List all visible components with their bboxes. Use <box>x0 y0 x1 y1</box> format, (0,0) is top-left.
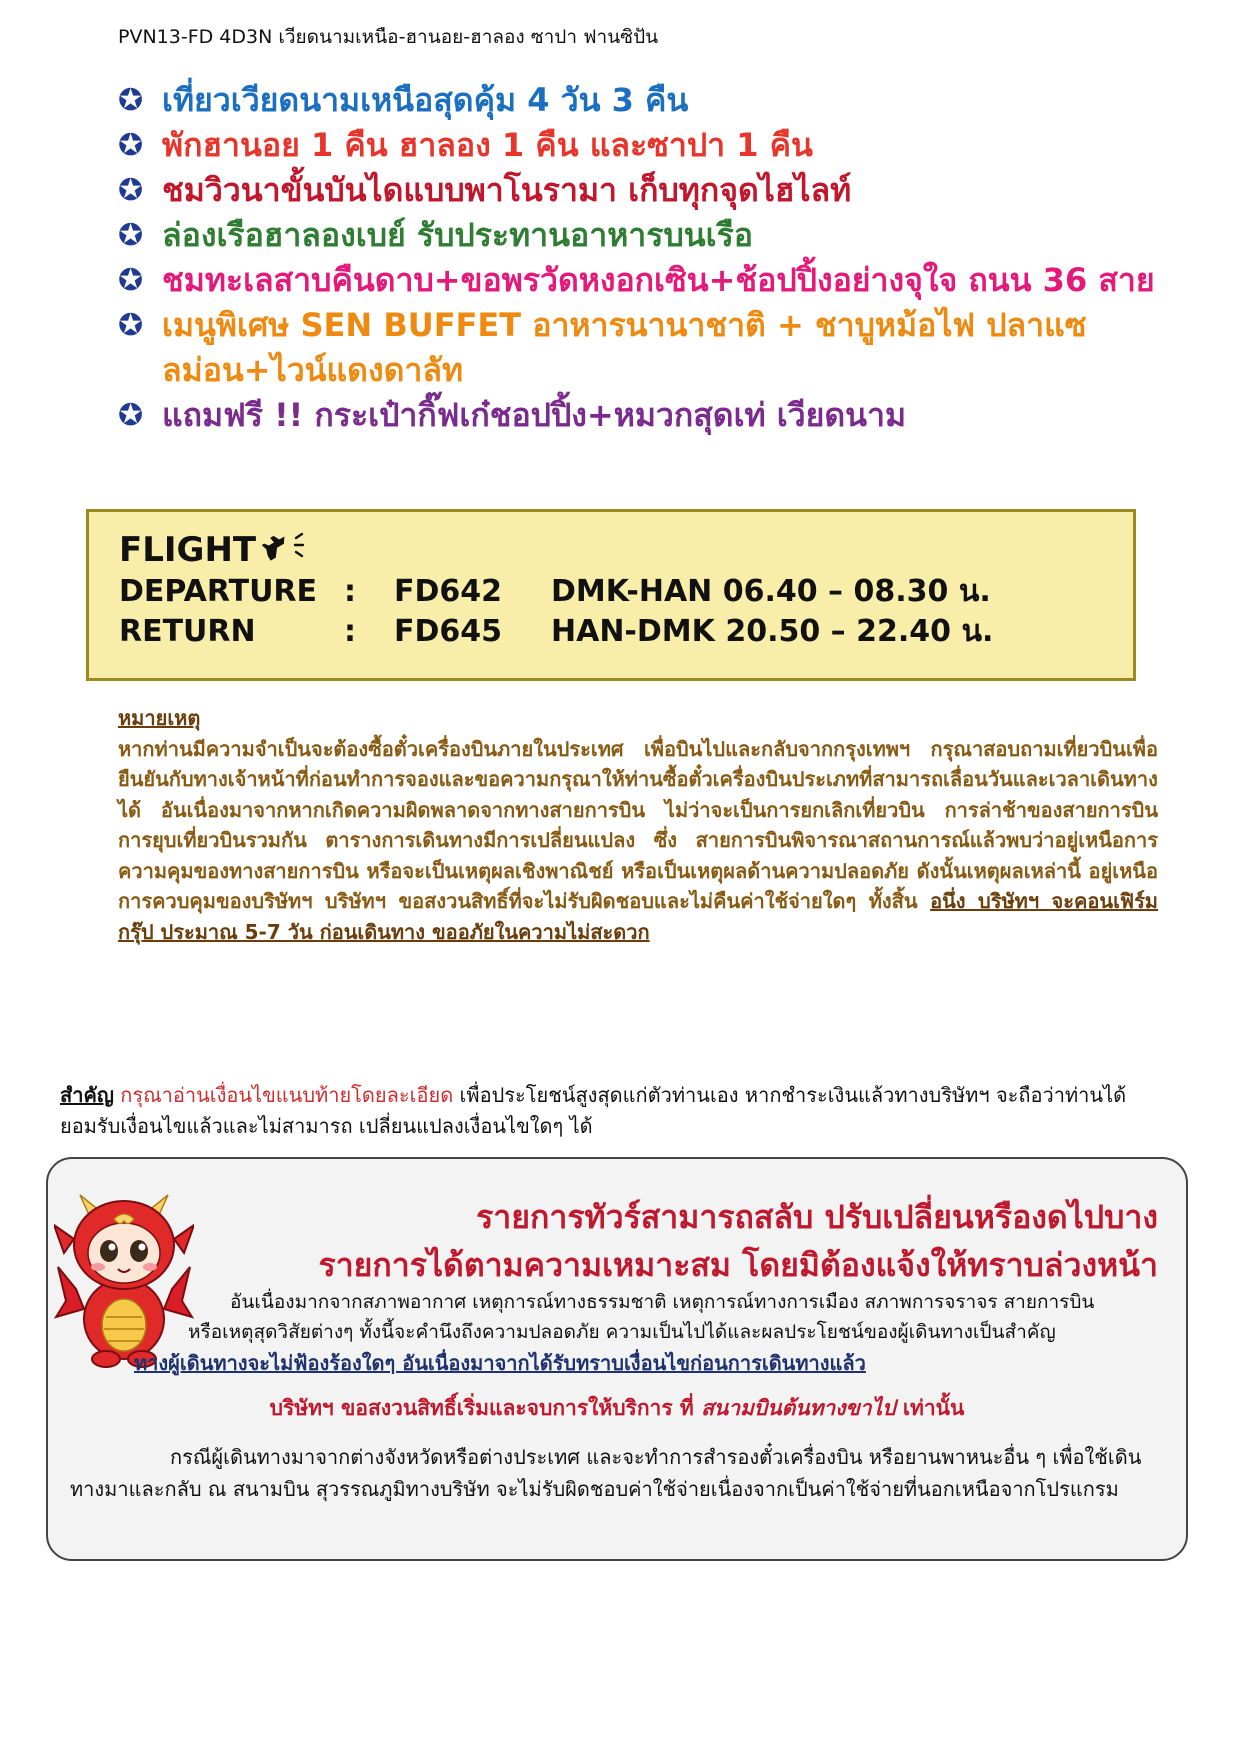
flight-separator: : <box>344 614 356 649</box>
note-title: หมายเหตุ <box>118 706 201 730</box>
company-rights-suffix: เท่านั้น <box>902 1396 965 1420</box>
important-red-text: กรุณาอ่านเงื่อนไขแนบท้ายโดยละเอียด <box>120 1083 454 1107</box>
flight-title-text: FLIGHT <box>119 530 257 570</box>
flight-label: RETURN <box>119 614 256 649</box>
flight-separator: : <box>344 574 356 609</box>
flight-code: FD642 <box>394 574 503 609</box>
tour-highlights <box>118 78 1178 438</box>
highlight-text: เมนูพิเศษ SEN BUFFET อาหารนานาชาติ + ชาบูหม้อไฟ ปลาแซลม่อน+ไวน์แดงดาลัท <box>162 306 1087 389</box>
highlight-item <box>118 393 1178 438</box>
star-circle-icon: ✪ <box>118 128 144 163</box>
highlight-item <box>118 123 1178 168</box>
flight-title <box>119 528 1103 572</box>
notice-paragraph-text: กรณีผู้เดินทางมาจากต่างจังหวัดหรือต่างประเทศ และจะทำการสำรองตั๋วเครื่องบิน หรือยานพาหนะอื่น ๆ เพื่อใช้เดินทางมาและกลับ ณ สนามบิน สุวรรณภูมิทางบริษัท จะไม่รับผิดชอบค่าใช้จ่ายเนื่องจากเป็นค่าใช้จ่ายที่นอกเหนือจากโปรแกรม <box>70 1445 1142 1501</box>
star-circle-icon: ✪ <box>118 263 144 298</box>
highlight-text: ชมทะเลสาบคืนดาบ+ขอพรวัดหงอกเซิน+ช้อปปิ้งอย่างจุใจ ถนน 36 สาย <box>162 261 1155 299</box>
highlight-item <box>118 168 1178 213</box>
company-rights-text <box>48 1391 1186 1425</box>
highlight-item <box>118 78 1178 123</box>
important-section <box>60 1080 1140 1142</box>
flight-row-return <box>119 612 1103 652</box>
flight-route: DMK-HAN 06.40 – 08.30 น. <box>551 574 991 609</box>
highlight-text: พักฮานอย 1 คืน ฮาลอง 1 คืน และซาปา 1 คืน <box>162 126 813 164</box>
star-circle-icon: ✪ <box>118 308 144 343</box>
note-section <box>118 703 1158 947</box>
star-circle-icon: ✪ <box>118 83 144 118</box>
note-body <box>118 734 1158 948</box>
notice-headline: รายการได้ตามความเหมาะสม โดยมิต้องแจ้งให้ทราบล่วงหน้า <box>318 1246 1158 1284</box>
highlight-text: ชมวิวนาขั้นบันไดแบบพาโนรามา เก็บทุกจุดไฮไลท์ <box>162 171 852 209</box>
highlight-text: เที่ยวเวียดนามเหนือสุดคุ้ม 4 วัน 3 คืน <box>162 81 689 119</box>
notice-underlined-text: ทางผู้เดินทางจะไม่ฟ้องร้องใดๆ อันเนื่องมาจากได้รับทราบเงื่อนไขก่อนการเดินทางแล้ว <box>134 1351 866 1375</box>
company-rights-airport: สนามบินต้นทางขาไป <box>701 1396 896 1420</box>
notice-reason-line: หรือเหตุสุดวิสัยต่างๆ ทั้งนี้จะคำนึงถึงความปลอดภัย ความเป็นไปได้และผลประโยชน์ของผู้เดินทางเป็นสำคัญ <box>188 1321 1056 1343</box>
highlight-text: ล่องเรือฮาลองเบย์ รับประทานอาหารบนเรือ <box>162 216 753 254</box>
red-dragon-mascot <box>54 1189 194 1369</box>
document-header: PVN13-FD 4D3N เวียดนามเหนือ-ฮานอย-ฮาลอง ซาปา ฟานซิปัน <box>118 26 659 48</box>
highlight-item <box>118 303 1178 393</box>
star-circle-icon: ✪ <box>118 218 144 253</box>
star-circle-icon: ✪ <box>118 398 144 433</box>
airplane-icon <box>262 528 306 572</box>
star-circle-icon: ✪ <box>118 173 144 208</box>
important-label: สำคัญ <box>60 1083 114 1107</box>
notice-box <box>46 1157 1188 1561</box>
important-text: เพื่อประโยชน์สูงสุดแก่ตัวท่านเอง หากชำระเงินแล้วทางบริษัทฯ จะถือว่าท่านได้ยอมรับเงื่อนไขแล้วและไม่สามารถ เปลี่ยนแปลงเงื่อนไขใดๆ ได้ <box>60 1083 1127 1138</box>
note-underlined-text: อนึ่ง บริษัทฯ จะคอนเฟิร์มกรุ๊ป ประมาณ 5-7 วัน ก่อนเดินทาง ขออภัยในความไม่สะดวก <box>118 889 1158 944</box>
highlight-item <box>118 258 1178 303</box>
flight-route: HAN-DMK 20.50 – 22.40 น. <box>551 614 994 649</box>
flight-label: DEPARTURE <box>119 574 318 609</box>
note-text: หากท่านมีความจำเป็นจะต้องซื้อตั๋วเครื่องบินภายในประเทศ เพื่อบินไปและกลับจากกรุงเทพฯ กรุณาสอบถามเที่ยวบินเพื่อยืนยันกับทางเจ้าหน้าที่ก่อนทำการจองและขอความกรุณาให้ท่านซื้อตั๋วเครื่องบินประเภทที่สามารถเลื่อนวันและเวลาเดินทางได้ อันเนื่องมาจากหากเกิดความผิดพลาดจากทางสายการบิน ไม่ว่าจะเป็นการยกเลิกเที่ยวบิน การล่าช้าของสายการบิน การยุบเที่ยวบินรวมกัน ตารางการเดินทางมีการเปลี่ยนแปลง ซึ่ง สายการบินพิจารณาสถานการณ์แล้วพบว่าอยู่เหนือการความคุมของทางสายการบิน หรือจะเป็นเหตุผลเชิงพาณิชย์ หรือเป็นเหตุผลด้านความปลอดภัย ดังนั้นเหตุผลเหล่านี้ อยู่เหนือการควบคุมของบริษัทฯ บริษัทฯ ขอสงวนสิทธิ์ที่จะไม่รับผิดชอบและไม่คืนค่าใช้จ่ายใดๆ ทั้งสิ้น <box>118 736 1158 913</box>
notice-reason-text <box>188 1287 1173 1347</box>
highlight-text: แถมฟรี !! กระเป๋ากิ๊ฟเก๋ชอปปิ้ง+หมวกสุดเท่ เวียดนาม <box>162 396 907 434</box>
company-rights-prefix: บริษัทฯ ขอสงวนสิทธิ์เริ่มและจบการให้บริการ ที่ <box>269 1396 694 1420</box>
notice-headline: รายการทัวร์สามารถสลับ ปรับเปลี่ยนหรืองดไปบาง <box>476 1198 1158 1236</box>
flight-code: FD645 <box>394 614 503 649</box>
flight-row-departure <box>119 572 1103 612</box>
highlight-item <box>118 213 1178 258</box>
notice-paragraph <box>70 1441 1160 1505</box>
flight-info-box <box>86 509 1136 681</box>
notice-reason-line: อันเนื่องมากจากสภาพอากาศ เหตุการณ์ทางธรรมชาติ เหตุการณ์ทางการเมือง สภาพการจราจร สายการบิน <box>230 1291 1095 1313</box>
